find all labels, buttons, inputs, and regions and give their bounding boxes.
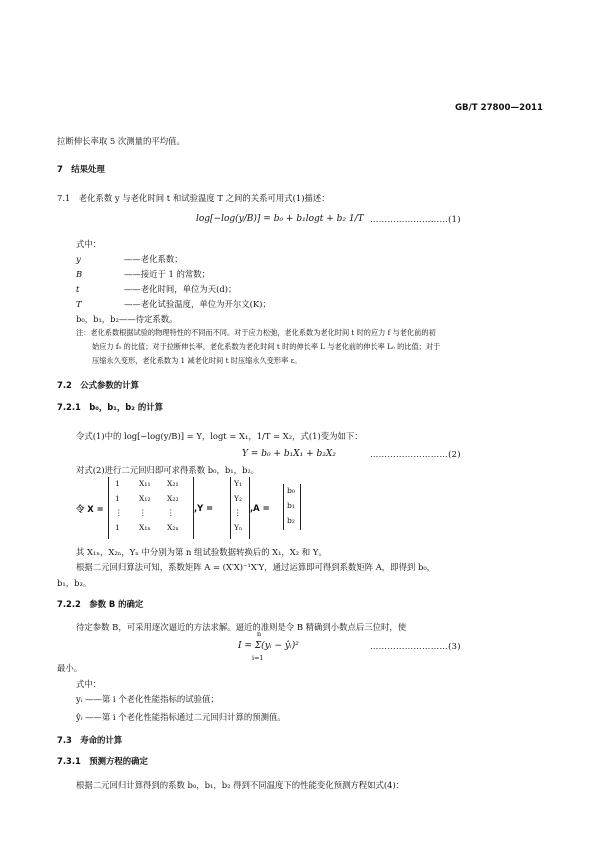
para-7-2-1-c: 其 X₁ₙ，X₂ₙ，Yₙ 中分别为第 n 组试验数据转换后的 X₁，X₂ 和 Y。 [76, 547, 327, 557]
matrix-Y-label: ,Y = [194, 503, 214, 513]
para-7-2-1-a: 令式(1)中的 log[−log(y/B)] = Y，logt = X₁，1/T = X₂，式(1)变为如下： [76, 431, 363, 441]
def-y-hat-i: ŷᵢ ——第 i 个老化性能指标通过二元回归计算的预测值。 [76, 712, 286, 722]
equation-3: I = Σ(yᵢ − ŷᵢ)² [238, 641, 299, 651]
para-7-2-1-b: 对式(2)进行二元回归即可求得系数 b₀，b₁，b₂。 [76, 465, 260, 475]
section-7-2-1-heading: 7.2.1 b₀，b₁，b₂ 的计算 [57, 402, 163, 412]
matrix-A: b₀ b₁ b₂ [283, 484, 301, 530]
def-b-coefficients: b₀，b₁，b₂——待定系数。 [76, 314, 178, 324]
equation-1-number: ………………………(1) [370, 214, 461, 224]
para-7-2-2-a: 待定参数 B，可采用逐次逼近的方法求解。逼近的准则是令 B 精确到小数点后三位时，使 [76, 622, 407, 632]
para-7-2-1-e: b₁，b₂。 [57, 578, 92, 588]
sum-upper-limit: n [257, 630, 262, 638]
section-7-2-2-heading: 7.2.2 参数 B 的确定 [57, 599, 144, 609]
matrix-A-label: ,A = [250, 503, 270, 513]
matrix-X-label: 令 X = [76, 504, 104, 514]
equation-2: Y = b₀ + b₁X₁ + b₂X₂ [242, 449, 336, 459]
section-7-2-heading: 7.2 公式参数的计算 [57, 380, 139, 390]
equation-3-number: ………………………(3) [370, 641, 461, 651]
where-label-2: 式中： [76, 679, 102, 689]
equation-2-number: ………………………(2) [370, 449, 461, 459]
note-line-3: 压缩永久变形，老化系数为 1 减老化时间 t 时压缩永久变形率 ε。 [92, 356, 302, 365]
para-7-2-2-b: 最小。 [57, 663, 83, 673]
section-7-3-heading: 7.3 寿命的计算 [57, 735, 123, 745]
continuation-text: 拉断伸长率取 5 次测量的平均值。 [57, 136, 185, 146]
def-t: t ——老化时间，单位为天(d)； [76, 284, 237, 294]
sum-lower-limit: i=1 [252, 654, 264, 662]
matrix-Y: Y₁ Y₂ ⋮ Yₙ [230, 477, 250, 539]
def-y-i: yᵢ ——第 i 个老化性能指标的试验值； [76, 694, 219, 704]
para-7-3-1: 根据二元回归计算得到的系数 b₀，b₁，b₂ 得到不同温度下的性能变化预测方程如式(4)： [76, 780, 405, 790]
def-y: y ——老化系数； [76, 254, 183, 264]
note-line-2: 始应力 f₀ 的比值；对于拉断伸长率，老化系数为老化时间 t 时的伸长率 L 与老化前的伸长率 L₀ 的比值；对于 [92, 342, 441, 351]
para-7-2-1-d: 根据二元回归算法可知，系数矩阵 A = (X′X)⁻¹X′Y，通过运算即可得到系数矩阵 A，即得到 b₀， [76, 562, 436, 572]
def-T: T ——老化试验温度，单位为开尔文(K)； [76, 299, 271, 309]
note-line-1: 注：老化系数根据试验的物理特性的不同而不同。对于应力松弛，老化系数为老化时间 t 时的应力 f 与老化前的初 [76, 328, 436, 337]
section-7-3-1-heading: 7.3.1 预测方程的确定 [57, 756, 148, 766]
matrix-X: 1 X₁₁ X₂₁ 1 X₁₂ X₂₂ ⋮ ⋮ ⋮ 1 X₁ₙ X₂ₙ [108, 477, 194, 539]
equation-1: log[−log(y/B)] = b₀ + b₁logt + b₂ 1/T [196, 214, 364, 224]
section-7-heading: 7 结果处理 [57, 164, 105, 174]
def-B: B ——接近于 1 的常数； [76, 269, 211, 279]
where-label-1: 式中： [76, 239, 102, 249]
standard-code: GB/T 27800—2011 [455, 103, 544, 113]
section-7-1-text: 7.1 老化系数 y 与老化时间 t 和试验温度 T 之间的关系可用式(1)描述： [57, 193, 330, 203]
